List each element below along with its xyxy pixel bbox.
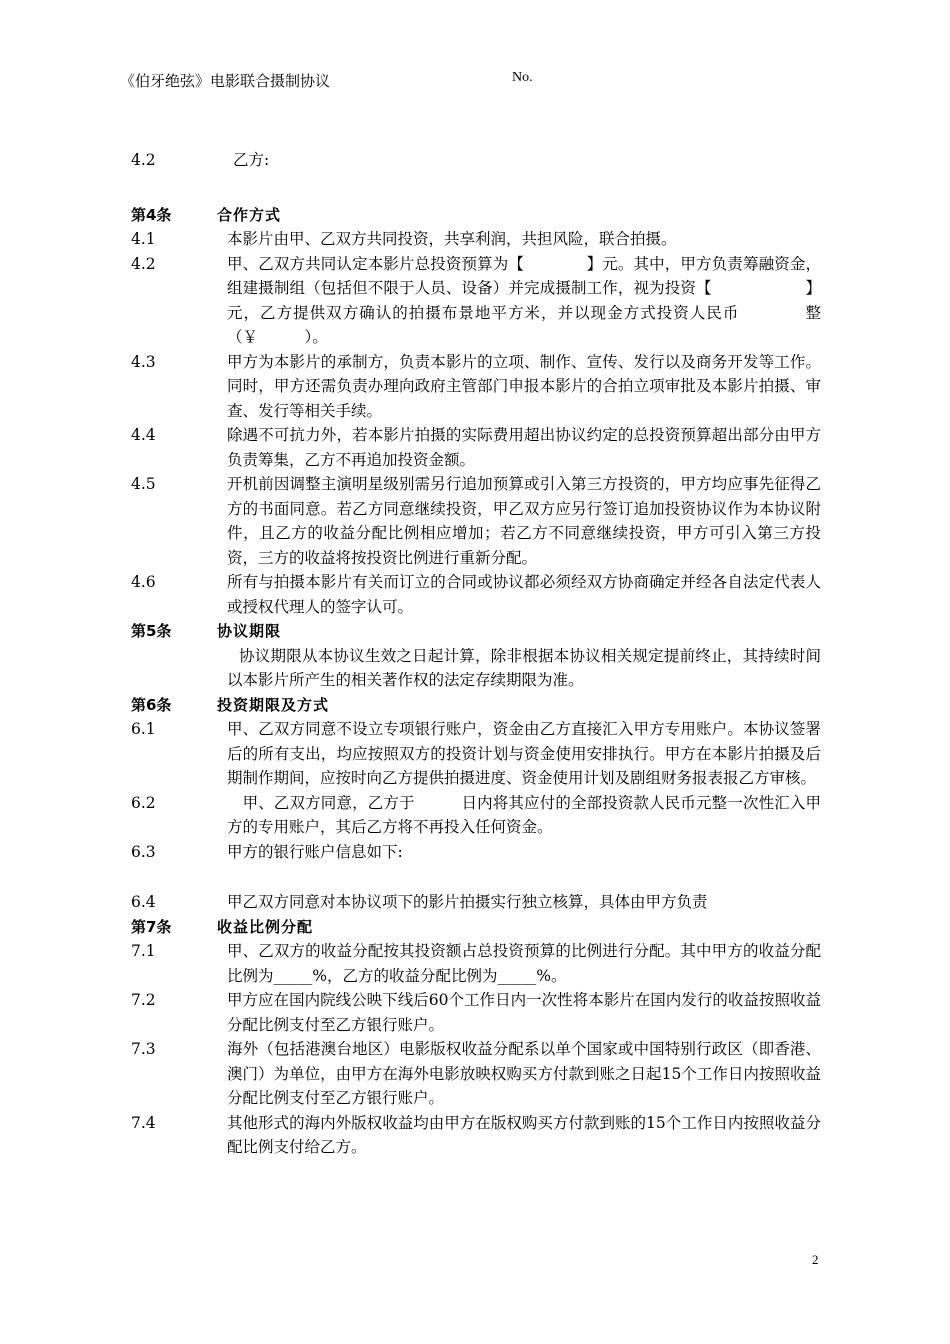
clause-4-2 bbox=[131, 252, 821, 350]
clause-number: 4.4 bbox=[131, 426, 156, 444]
document-number-label: No. bbox=[512, 70, 533, 85]
clause-text: 甲方为本影片的承制方，负责本影片的立项、制作、宣传、发行以及商务开发等工作。同时，甲方还需负责办理向政府主管部门申报本影片的合拍立项审批及本影片拍摄、审查、发行等相关手续。 bbox=[227, 352, 821, 420]
article-number: 第7条 bbox=[131, 917, 172, 936]
clause-text: 甲、乙双方的收益分配按其投资额占总投资预算的比例进行分配。其中甲方的收益分配比例为_____%，乙方的收益分配比例为_____%。 bbox=[227, 942, 821, 985]
clause-7-4 bbox=[131, 1111, 821, 1160]
clause-text: 海外（包括港澳台地区）电影版权收益分配系以单个国家或中国特别行政区（即香港、澳门）为单位，由甲方在海外电影放映权购买方付款到账之日起15个工作日内按照收益分配比例支付至乙方银行账户。 bbox=[227, 1040, 821, 1107]
clause-text: 除遇不可抗力外，若本影片拍摄的实际费用超出协议约定的总投资预算超出部分由甲方负责筹集，乙方不再追加投资金额。 bbox=[227, 426, 821, 469]
page-header bbox=[120, 70, 820, 94]
clause-text: 乙方: bbox=[233, 151, 270, 169]
clause-text: 甲、乙双方同意，乙方于 日内将其应付的全部投资款人民币元整一次性汇入甲方的专用账户，其后乙方将不再投入任何资金。 bbox=[227, 793, 821, 836]
clause-text: 甲、乙双方同意不设立专项银行账户，资金由乙方直接汇入甲方专用账户。本协议签署后的所有支出，均应按照双方的投资计划与资金使用安排执行。甲方在本影片拍摄及后期制作期间，应按时向乙方提供拍摄进度、资金使用计划及剧组财务报表报乙方审核。 bbox=[227, 720, 821, 787]
clause-number: 4.5 bbox=[131, 475, 156, 493]
clause-number: 6.2 bbox=[131, 793, 156, 812]
clause-number: 4.1 bbox=[131, 230, 156, 248]
document-title: 《伯牙绝弦》电影联合摄制协议 bbox=[120, 72, 331, 90]
article-6-heading bbox=[131, 693, 821, 718]
article-4-heading bbox=[131, 203, 821, 228]
article-title: 协议期限 bbox=[217, 622, 282, 640]
clause-4-1 bbox=[131, 227, 821, 252]
clause-number: 6.4 bbox=[131, 893, 156, 911]
clause-number: 4.2 bbox=[131, 151, 156, 169]
article-number: 第4条 bbox=[131, 205, 172, 224]
clause-text: 本影片由甲、乙双方共同投资，共享利润，共担风险，联合拍摄。 bbox=[227, 230, 677, 248]
clause-6-2 bbox=[131, 791, 821, 840]
clause-number: 6.1 bbox=[131, 720, 156, 738]
clause-number: 7.2 bbox=[131, 991, 156, 1009]
clause-text: 甲方应在国内院线公映下线后60个工作日内一次性将本影片在国内发行的收益按照收益分配比例支付至乙方银行账户。 bbox=[227, 991, 821, 1034]
clause-number: 7.3 bbox=[131, 1040, 156, 1058]
clause-number: 7.4 bbox=[131, 1113, 156, 1132]
clause-6-3 bbox=[131, 840, 821, 865]
clause-7-3 bbox=[131, 1037, 821, 1111]
clause-text: 甲、乙双方共同认定本影片总投资预算为【 】元。其中，甲方负责筹融资金，组建摄制组（包括但不限于人员、设备）并完成摄制工作，视为投资【 】元，乙方提供双方确认的拍摄布景地平方米，并以现金方式投资人民币 整（￥ ）。 bbox=[227, 254, 821, 346]
document-body bbox=[131, 148, 821, 1160]
clause-6-1 bbox=[131, 717, 821, 791]
clause-number: 4.6 bbox=[131, 573, 156, 591]
clause-7-2 bbox=[131, 988, 821, 1037]
clause-text: 其他形式的海内外版权收益均由甲方在版权购买方付款到账的15个工作日内按照收益分配比例支付给乙方。 bbox=[227, 1113, 821, 1156]
article-7-heading bbox=[131, 915, 821, 940]
clause-number: 4.2 bbox=[131, 254, 156, 273]
clause-number: 4.3 bbox=[131, 352, 156, 371]
article-title: 投资期限及方式 bbox=[217, 695, 330, 714]
clause-text: 开机前因调整主演明星级别需另行追加预算或引入第三方投资的，甲方均应事先征得乙方的书面同意。若乙方同意继续投资，甲乙双方应另行签订追加投资协议作为本协议附件，且乙方的收益分配比例相应增加；若乙方不同意继续投资，甲方可引入第三方投资，三方的收益将按投资比例进行重新分配。 bbox=[227, 475, 821, 567]
clause-text: 所有与拍摄本影片有关而订立的合同或协议都必须经双方协商确定并经各自法定代表人或授权代理人的签字认可。 bbox=[227, 573, 821, 616]
clause-4-6 bbox=[131, 570, 821, 619]
clause-6-4 bbox=[131, 890, 821, 915]
article-title: 合作方式 bbox=[217, 205, 282, 224]
clause-number: 6.3 bbox=[131, 842, 156, 861]
clause-4-2-party-b bbox=[131, 148, 821, 173]
article-5-body: 协议期限从本协议生效之日起计算，除非根据本协议相关规定提前终止，其持续时间以本影片所产生的相关著作权的法定存续期限为准。 bbox=[227, 646, 821, 689]
clause-text: 甲乙双方同意对本协议项下的影片拍摄实行独立核算，具体由甲方负责 bbox=[227, 893, 708, 911]
clause-4-4 bbox=[131, 423, 821, 472]
article-5-heading bbox=[131, 619, 821, 644]
clause-4-3 bbox=[131, 350, 821, 424]
article-number: 第6条 bbox=[131, 695, 172, 714]
page-number: 2 bbox=[812, 1252, 819, 1267]
clause-4-5 bbox=[131, 472, 821, 570]
article-number: 第5条 bbox=[131, 622, 172, 640]
clause-number: 7.1 bbox=[131, 942, 156, 960]
article-title: 收益比例分配 bbox=[217, 917, 314, 936]
clause-text: 甲方的银行账户信息如下: bbox=[227, 842, 403, 861]
clause-7-1 bbox=[131, 939, 821, 988]
